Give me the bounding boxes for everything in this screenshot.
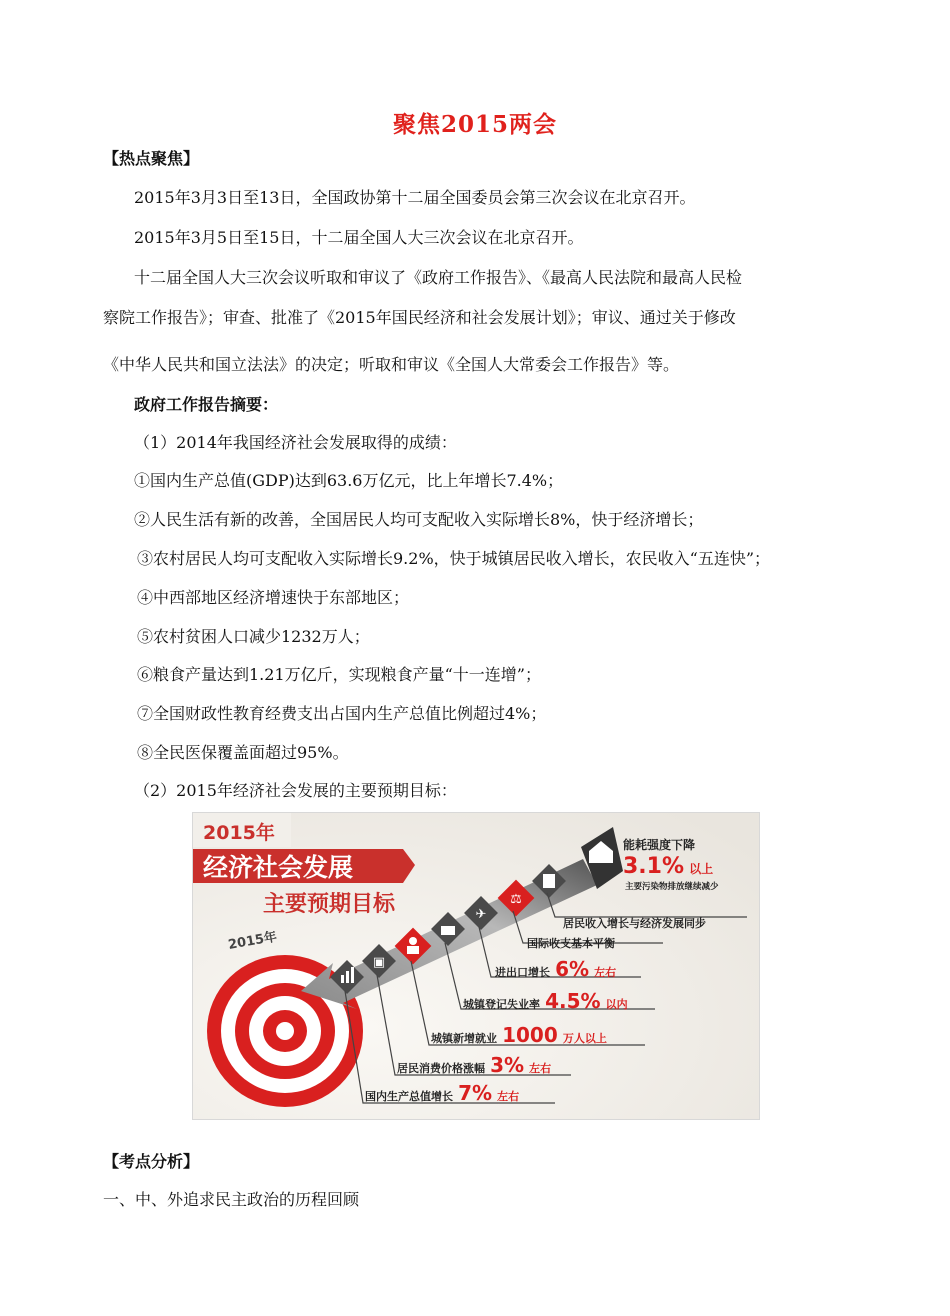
goal-label: 城镇登记失业率 — [463, 998, 540, 1011]
achievement-item: ⑦全国财政性教育经费支出占国内生产总值比例超过4%； — [137, 704, 547, 723]
achievement-item: ⑥粮食产量达到1.21万亿斤，实现粮食产量“十一连增”； — [137, 665, 541, 684]
goal-label: 进出口增长 — [495, 966, 550, 979]
subsection-1: （1）2014年我国经济社会发展取得的成绩： — [134, 433, 457, 452]
goal-value: 3.1% — [623, 854, 685, 879]
paragraph-3-line-3: 《中华人民共和国立法法》的决定；听取和审议《全国人大常委会工作报告》等。 — [103, 355, 680, 374]
section-heading-1: 一、中、外追求民主政治的历程回顾 — [103, 1190, 360, 1209]
target-year-label: 2015年 — [227, 929, 279, 953]
goal-label: 国内生产总值增长 — [365, 1090, 453, 1103]
goal-value: 3% — [490, 1053, 525, 1077]
paragraph-2: 2015年3月5日至15日，十二届全国人大三次会议在北京召开。 — [134, 228, 584, 247]
goal-label: 主要污染物排放继续减少 — [625, 882, 719, 892]
goal-label: 国际收支基本平衡 — [527, 937, 615, 950]
goal-suffix: 左右 — [497, 1090, 520, 1103]
svg-text:▣: ▣ — [372, 955, 386, 970]
goal-value: 1000 — [502, 1023, 558, 1047]
svg-text:⚖: ⚖ — [510, 892, 522, 907]
goal-suffix: 以内 — [605, 998, 628, 1011]
banner-title-main: 经济社会发展 — [203, 853, 354, 882]
goal-value: 4.5% — [545, 989, 601, 1013]
achievement-item: ②人民生活有新的改善，全国居民人均可支配收入实际增长8%，快于经济增长； — [134, 510, 704, 529]
goal-label: 城镇新增就业 — [431, 1032, 497, 1045]
targets-infographic — [192, 812, 760, 1120]
goal-value: 7% — [458, 1081, 493, 1105]
achievement-item: ①国内生产总值(GDP)达到63.6万亿元，比上年增长7.4%； — [134, 471, 564, 490]
achievement-item: ⑧全民医保覆盖面超过95%。 — [137, 743, 349, 762]
goal-suffix: 左右 — [529, 1062, 552, 1075]
banner-title-sub: 主要预期目标 — [263, 892, 396, 917]
paragraph-3-line-1: 十二届全国人大三次会议听取和审议了《政府工作报告》、《最高人民法院和最高人民检 — [134, 268, 743, 287]
goal-label: 能耗强度下降 — [623, 838, 696, 852]
goal-suffix: 万人以上 — [562, 1032, 607, 1045]
document-title: 聚焦2015两会 — [392, 111, 557, 138]
goal-label: 居民消费价格涨幅 — [397, 1062, 485, 1075]
svg-text:✈: ✈ — [475, 907, 487, 922]
paragraph-1: 2015年3月3日至13日，全国政协第十二届全国委员会第三次会议在北京召开。 — [134, 188, 696, 207]
paragraph-3-line-2: 察院工作报告》；审查、批准了《2015年国民经济和社会发展计划》；审议、通过关于修改 — [103, 308, 736, 327]
analysis-header: 【考点分析】 — [103, 1152, 200, 1171]
achievement-item: ④中西部地区经济增速快于东部地区； — [137, 588, 410, 607]
summary-header: 政府工作报告摘要： — [134, 395, 279, 414]
goal-suffix: 以上 — [689, 862, 714, 876]
banner-year: 2015年 — [203, 822, 275, 844]
subsection-2: （2）2015年经济社会发展的主要预期目标： — [134, 781, 457, 800]
hot-focus-header: 【热点聚焦】 — [103, 149, 200, 168]
goal-suffix: 左右 — [594, 966, 617, 979]
goal-label: 居民收入增长与经济发展同步 — [563, 917, 706, 930]
achievement-item: ⑤农村贫困人口减少1232万人； — [137, 627, 370, 646]
achievement-item: ③农村居民人均可支配收入实际增长9.2%，快于城镇居民收入增长，农民收入“五连快”； — [137, 549, 771, 568]
goal-value: 6% — [555, 957, 590, 981]
